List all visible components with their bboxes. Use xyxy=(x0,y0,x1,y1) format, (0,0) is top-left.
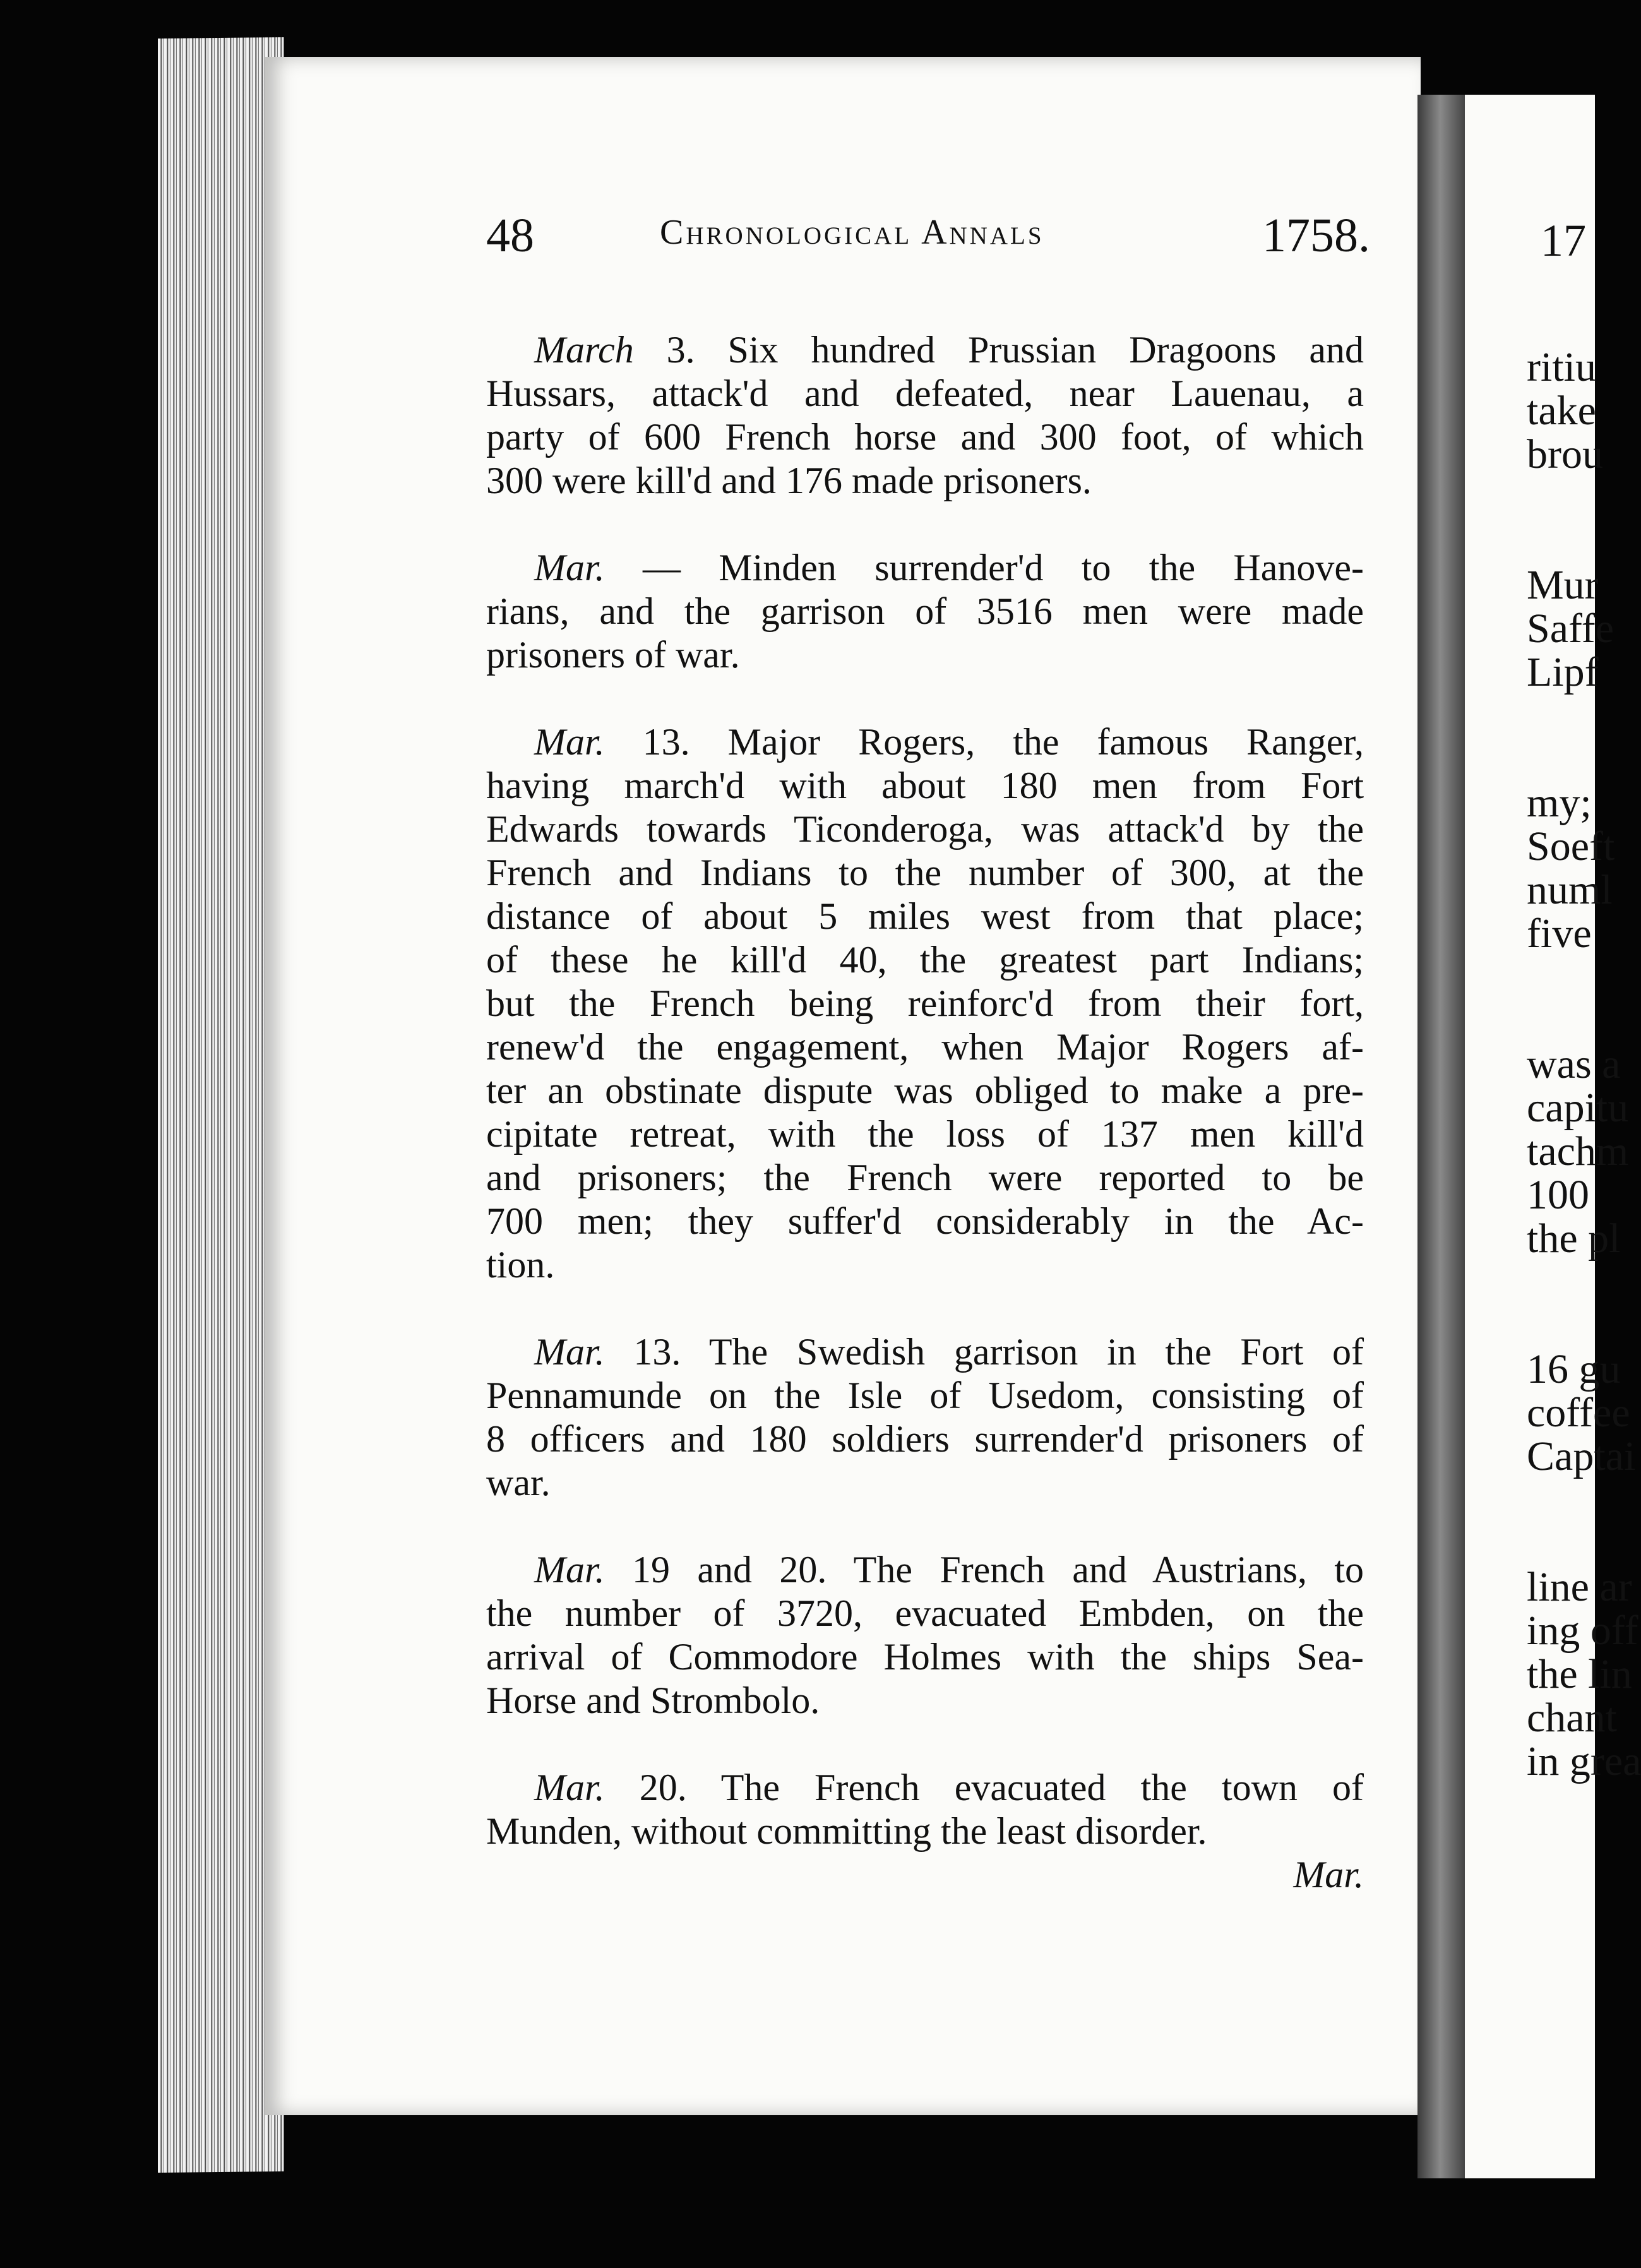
text-line: and prisoners; the French were reported to be xyxy=(486,1157,1364,1198)
text-line: the number of 3720, evacuated Embden, on the xyxy=(486,1592,1364,1634)
text-line: Edwards towards Ticonderoga, was attack'd by the xyxy=(486,808,1364,850)
text-line: 700 men; they suffer'd considerably in the Ac- xyxy=(486,1200,1364,1242)
entry-date: March xyxy=(534,329,634,371)
facing-text-line xyxy=(1527,955,1641,999)
facing-text-line: 100 xyxy=(1527,1172,1589,1218)
facing-text-line xyxy=(1527,476,1641,520)
catchword: Mar. xyxy=(1293,1854,1364,1895)
facing-text-line: ritiu xyxy=(1527,344,1596,390)
facing-text-line: the pl xyxy=(1527,1215,1621,1262)
facing-text-line xyxy=(1527,999,1641,1042)
facing-text-line: coffee xyxy=(1527,1390,1630,1436)
running-year: 1758. xyxy=(1262,209,1370,262)
entry-text: — Minden surrender'd to the Hanove- xyxy=(604,547,1364,588)
text-line: prisoners of war. xyxy=(486,634,740,676)
text-line: Hussars, attack'd and defeated, near Lauenau, a xyxy=(486,373,1364,414)
facing-text-line: Mur xyxy=(1527,562,1599,608)
text-line: renew'd the engagement, when Major Rogers af- xyxy=(486,1026,1364,1068)
facing-text-line: ing off xyxy=(1527,1608,1638,1654)
facing-page-header: 17 xyxy=(1541,215,1586,266)
text-line: Munden, without committing the least disorder. xyxy=(486,1810,1207,1852)
entry-date: Mar. xyxy=(534,1331,605,1373)
entry-text: 13. Major Rogers, the famous Ranger, xyxy=(604,721,1364,763)
text-line xyxy=(486,546,1364,590)
text-line: Pennamunde on the Isle of Usedom, consisting of xyxy=(486,1375,1364,1416)
facing-text-line: brou xyxy=(1527,431,1603,477)
facing-text-line xyxy=(1527,520,1641,563)
entry-date: Mar. xyxy=(534,721,605,763)
facing-text-line: Captai xyxy=(1527,1433,1636,1479)
entry-text: 19 and 20. The French and Austrians, to xyxy=(604,1549,1364,1591)
text-line: distance of about 5 miles west from that place; xyxy=(486,895,1364,937)
entry-paragraph xyxy=(486,1766,1364,1897)
facing-text-line xyxy=(1527,1478,1641,1522)
text-line: but the French being reinforc'd from their fort, xyxy=(486,982,1364,1024)
entry-text: 20. The French evacuated the town of xyxy=(604,1767,1364,1808)
facing-text-line: line ar xyxy=(1527,1564,1632,1610)
entry-date: Mar. xyxy=(534,547,605,588)
running-header xyxy=(486,208,1370,265)
text-line xyxy=(486,1330,1364,1374)
entry-date: Mar. xyxy=(534,1767,605,1808)
text-line: party of 600 French horse and 300 foot, of which xyxy=(486,416,1364,458)
text-line: of these he kill'd 40, the greatest part Indians; xyxy=(486,939,1364,981)
text-line: having march'd with about 180 men from Fort xyxy=(486,765,1364,806)
running-title: Chronological Annals xyxy=(660,213,1044,252)
facing-page-text xyxy=(1527,215,1641,1783)
facing-text-line: tachm xyxy=(1527,1128,1629,1174)
text-line: French and Indians to the number of 300, at the xyxy=(486,852,1364,893)
text-line: cipitate retreat, with the loss of 137 men kill'd xyxy=(486,1113,1364,1155)
facing-text-line: capitu xyxy=(1527,1085,1629,1131)
text-line: rians, and the garrison of 3516 men were made xyxy=(486,590,1364,632)
entry-paragraph xyxy=(486,546,1364,677)
facing-text-line: Soeft xyxy=(1527,823,1615,869)
entry-paragraph xyxy=(486,328,1364,503)
entry-paragraph xyxy=(486,720,1364,1287)
text-line xyxy=(486,720,1364,764)
text-line: 8 officers and 180 soldiers surrender'd prisoners of xyxy=(486,1418,1364,1460)
facing-text-line xyxy=(1527,215,1641,258)
text-line xyxy=(486,1766,1364,1810)
entry-date: Mar. xyxy=(534,1549,605,1591)
facing-text-line: Saffe xyxy=(1527,606,1614,652)
facing-text-line xyxy=(1527,1304,1641,1347)
page-number: 48 xyxy=(486,209,534,262)
text-line: 300 were kill'd and 176 made prisoners. xyxy=(486,460,1092,501)
facing-text-line xyxy=(1527,737,1641,781)
text-line xyxy=(486,328,1364,372)
facing-text-line: my; xyxy=(1527,780,1592,826)
facing-text-line: was a xyxy=(1527,1041,1621,1087)
text-line: Horse and Strombolo. xyxy=(486,1680,820,1721)
text-line: ter an obstinate dispute was obliged to make a pre- xyxy=(486,1070,1364,1111)
facing-text-line xyxy=(1527,1260,1641,1304)
facing-text-line: chant xyxy=(1527,1695,1617,1741)
facing-text-line: in grea xyxy=(1527,1738,1641,1784)
text-line: tion. xyxy=(486,1244,555,1286)
text-line: war. xyxy=(486,1462,551,1503)
facing-text-line xyxy=(1527,258,1641,302)
facing-text-line: five xyxy=(1527,910,1592,957)
facing-text-line: Lipf xyxy=(1527,649,1599,695)
facing-text-line xyxy=(1527,302,1641,345)
facing-text-line xyxy=(1527,694,1641,737)
facing-text-line: 16 gu xyxy=(1527,1346,1621,1392)
facing-text-line: take xyxy=(1527,388,1596,434)
entry-paragraph xyxy=(486,1548,1364,1722)
page-body xyxy=(486,328,1364,1940)
entry-text: 13. The Swedish garrison in the Fort of xyxy=(604,1331,1364,1373)
facing-text-line xyxy=(1527,1522,1641,1565)
text-line: arrival of Commodore Holmes with the ships Sea- xyxy=(486,1636,1364,1678)
entry-paragraph xyxy=(486,1330,1364,1505)
facing-text-line: numl xyxy=(1527,867,1613,913)
text-line xyxy=(486,1548,1364,1592)
facing-text-line: the lin xyxy=(1527,1651,1632,1697)
entry-text: 3. Six hundred Prussian Dragoons and xyxy=(633,329,1364,371)
